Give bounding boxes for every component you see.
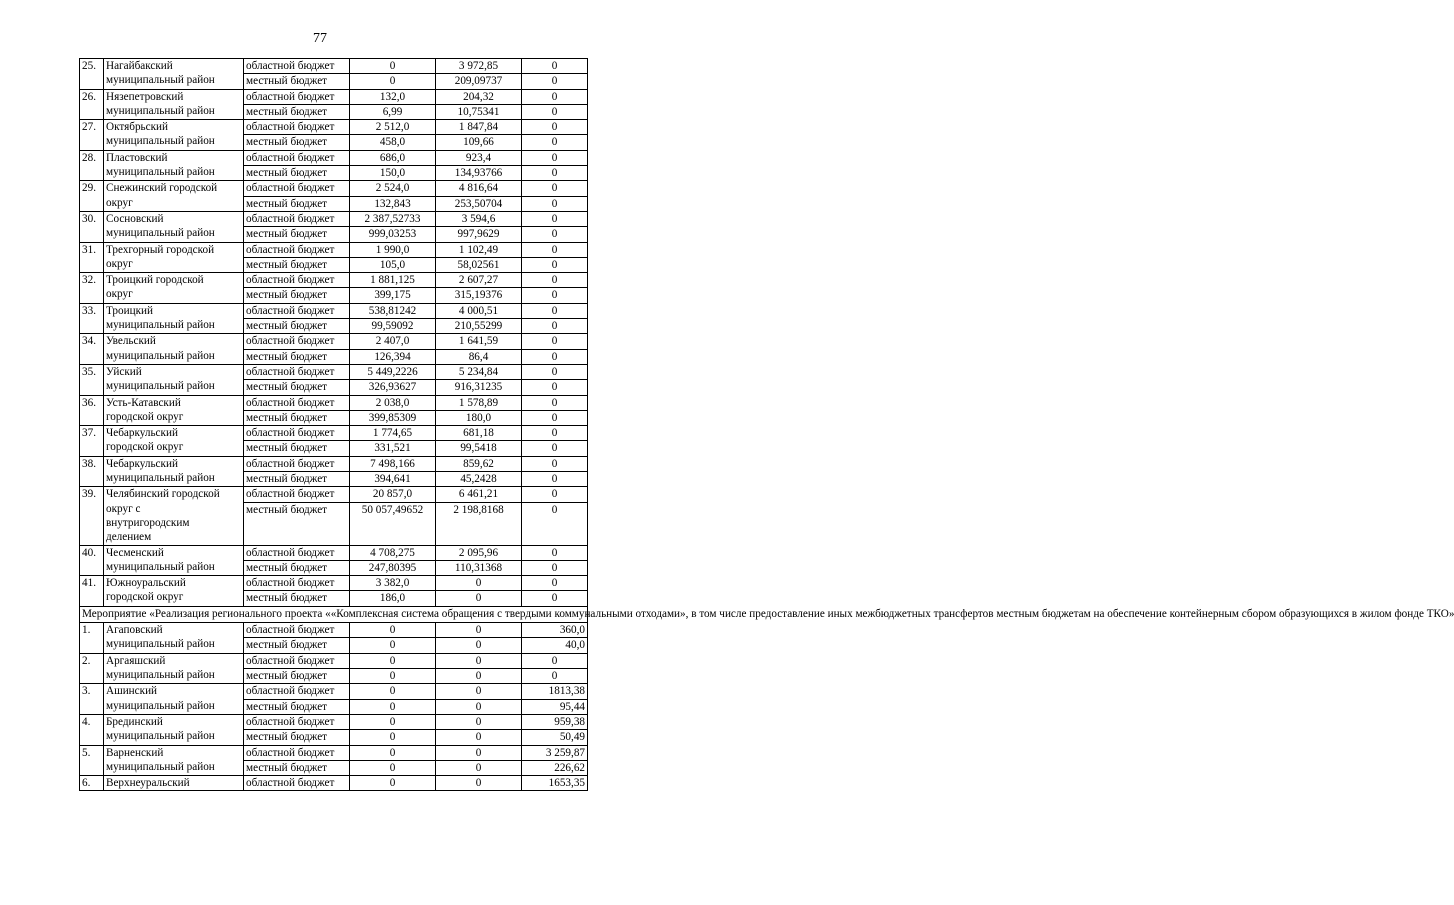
budget-source: местный бюджет (244, 591, 350, 606)
municipality-name: Октябрьский муниципальный район (104, 120, 244, 151)
value-cell: 2 524,0 (350, 181, 436, 196)
value-cell: 0 (522, 456, 588, 471)
value-cell: 0 (436, 623, 522, 638)
row-number: 37. (80, 426, 104, 457)
budget-source: областной бюджет (244, 273, 350, 288)
value-cell: 1 847,84 (436, 120, 522, 135)
table-row (80, 623, 588, 638)
value-cell: 99,59092 (350, 319, 436, 334)
row-number: 28. (80, 150, 104, 181)
budget-source: областной бюджет (244, 714, 350, 729)
value-cell: 132,843 (350, 196, 436, 211)
value-cell: 0 (522, 227, 588, 242)
value-cell: 1 774,65 (350, 426, 436, 441)
value-cell: 209,09737 (436, 74, 522, 89)
value-cell: 0 (522, 380, 588, 395)
municipality-name: Ашинский муниципальный район (104, 684, 244, 715)
value-cell: 0 (522, 74, 588, 89)
budget-source: местный бюджет (244, 699, 350, 714)
municipality-name: Нязепетровский муниципальный район (104, 89, 244, 120)
budget-source: местный бюджет (244, 760, 350, 775)
value-cell: 1653,35 (522, 776, 588, 791)
row-number: 36. (80, 395, 104, 426)
budget-source: местный бюджет (244, 410, 350, 425)
value-cell: 0 (350, 638, 436, 653)
value-cell: 0 (522, 196, 588, 211)
budget-source: областной бюджет (244, 150, 350, 165)
value-cell: 58,02561 (436, 257, 522, 272)
value-cell: 2 387,52733 (350, 211, 436, 226)
municipality-name: Сосновский муниципальный район (104, 211, 244, 242)
value-cell: 1 990,0 (350, 242, 436, 257)
table-row (80, 684, 588, 699)
value-cell: 186,0 (350, 591, 436, 606)
table-body-municipalities (80, 59, 588, 487)
budget-source: местный бюджет (244, 227, 350, 242)
budget-source: областной бюджет (244, 334, 350, 349)
value-cell: 686,0 (350, 150, 436, 165)
value-cell: 0 (522, 364, 588, 379)
value-cell: 6 461,21 (436, 487, 522, 502)
value-cell: 2 512,0 (350, 120, 436, 135)
row-number: 34. (80, 334, 104, 365)
municipality-name: Агаповский муниципальный район (104, 623, 244, 654)
value-cell: 4 708,275 (350, 545, 436, 560)
budget-source: местный бюджет (244, 349, 350, 364)
value-cell: 50,49 (522, 730, 588, 745)
value-cell: 50 057,49652 (350, 502, 436, 545)
value-cell: 0 (436, 699, 522, 714)
value-cell: 134,93766 (436, 166, 522, 181)
budget-source: местный бюджет (244, 135, 350, 150)
value-cell: 0 (522, 303, 588, 318)
value-cell: 0 (350, 623, 436, 638)
value-cell: 109,66 (436, 135, 522, 150)
municipality-name: Чебаркульский городской округ (104, 426, 244, 457)
value-cell: 394,641 (350, 472, 436, 487)
budget-source: областной бюджет (244, 684, 350, 699)
value-cell: 0 (522, 410, 588, 425)
value-cell: 150,0 (350, 166, 436, 181)
value-cell: 0 (522, 560, 588, 575)
value-cell: 0 (522, 273, 588, 288)
table-row (80, 89, 588, 104)
budget-source: местный бюджет (244, 502, 350, 545)
budget-source: областной бюджет (244, 211, 350, 226)
municipality-name: Челябинский городской округ с внутригородским делением (104, 487, 244, 545)
budget-source: местный бюджет (244, 730, 350, 745)
value-cell: 0 (522, 487, 588, 502)
table-row (80, 273, 588, 288)
value-cell: 360,0 (522, 623, 588, 638)
budget-source: местный бюджет (244, 104, 350, 119)
row-number: 2. (80, 653, 104, 684)
value-cell: 0 (350, 684, 436, 699)
budget-source: областной бюджет (244, 395, 350, 410)
value-cell: 0 (350, 669, 436, 684)
value-cell: 2 095,96 (436, 545, 522, 560)
value-cell: 0 (522, 166, 588, 181)
table-row (80, 242, 588, 257)
row-number: 6. (80, 776, 104, 791)
value-cell: 0 (522, 591, 588, 606)
value-cell: 2 607,27 (436, 273, 522, 288)
value-cell: 7 498,166 (350, 456, 436, 471)
value-cell: 0 (522, 472, 588, 487)
value-cell: 0 (522, 576, 588, 591)
value-cell: 0 (436, 576, 522, 591)
value-cell: 1 102,49 (436, 242, 522, 257)
page-number: 77 (313, 31, 327, 46)
value-cell: 0 (350, 745, 436, 760)
value-cell: 40,0 (522, 638, 588, 653)
budget-source: местный бюджет (244, 257, 350, 272)
value-cell: 10,75341 (436, 104, 522, 119)
value-cell: 0 (350, 74, 436, 89)
value-cell: 226,62 (522, 760, 588, 775)
municipality-name: Усть-Катавский городской округ (104, 395, 244, 426)
value-cell: 3 382,0 (350, 576, 436, 591)
value-cell: 0 (522, 181, 588, 196)
budget-source: местный бюджет (244, 319, 350, 334)
value-cell: 86,4 (436, 349, 522, 364)
value-cell: 45,2428 (436, 472, 522, 487)
row-number: 25. (80, 59, 104, 90)
value-cell: 0 (522, 150, 588, 165)
row-number: 41. (80, 576, 104, 607)
value-cell: 0 (522, 669, 588, 684)
value-cell: 0 (436, 684, 522, 699)
value-cell: 0 (436, 714, 522, 729)
budget-source: областной бюджет (244, 545, 350, 560)
value-cell: 99,5418 (436, 441, 522, 456)
row-number: 4. (80, 714, 104, 745)
value-cell: 0 (436, 745, 522, 760)
value-cell: 0 (522, 135, 588, 150)
value-cell: 0 (436, 653, 522, 668)
table-row (80, 181, 588, 196)
value-cell: 0 (350, 699, 436, 714)
table-body-chelyabinsk (80, 487, 588, 545)
value-cell: 247,80395 (350, 560, 436, 575)
value-cell: 681,18 (436, 426, 522, 441)
table-row (80, 150, 588, 165)
budget-source: местный бюджет (244, 441, 350, 456)
value-cell: 1813,38 (522, 684, 588, 699)
value-cell: 2 038,0 (350, 395, 436, 410)
value-cell: 923,4 (436, 150, 522, 165)
value-cell: 0 (350, 730, 436, 745)
table-row (80, 714, 588, 729)
value-cell: 204,32 (436, 89, 522, 104)
value-cell: 0 (522, 89, 588, 104)
value-cell: 0 (350, 714, 436, 729)
municipality-name: Нагайбакский муниципальный район (104, 59, 244, 90)
budget-source: областной бюджет (244, 456, 350, 471)
municipality-name: Троицкий муниципальный район (104, 303, 244, 334)
municipality-name: Аргаяшский муниципальный район (104, 653, 244, 684)
value-cell: 997,9629 (436, 227, 522, 242)
table-row (80, 303, 588, 318)
value-cell: 132,0 (350, 89, 436, 104)
budget-source: областной бюджет (244, 120, 350, 135)
value-cell: 0 (522, 349, 588, 364)
value-cell: 399,175 (350, 288, 436, 303)
value-cell: 3 972,85 (436, 59, 522, 74)
value-cell: 3 259,87 (522, 745, 588, 760)
value-cell: 0 (522, 120, 588, 135)
row-number: 3. (80, 684, 104, 715)
value-cell: 0 (522, 502, 588, 545)
budget-source: областной бюджет (244, 426, 350, 441)
table-row (80, 456, 588, 471)
table-body-section-header (80, 606, 1454, 623)
value-cell: 2 198,8168 (436, 502, 522, 545)
budget-source: областной бюджет (244, 59, 350, 74)
value-cell: 1 881,125 (350, 273, 436, 288)
table-row (80, 576, 588, 591)
table-row (80, 776, 588, 791)
budget-source: областной бюджет (244, 89, 350, 104)
section-row (80, 606, 588, 623)
value-cell: 999,03253 (350, 227, 436, 242)
value-cell: 1 641,59 (436, 334, 522, 349)
budget-table (79, 58, 1454, 791)
table-row (80, 395, 588, 410)
value-cell: 20 857,0 (350, 487, 436, 502)
value-cell: 0 (436, 638, 522, 653)
value-cell: 0 (350, 59, 436, 74)
budget-source: областной бюджет (244, 576, 350, 591)
value-cell: 126,394 (350, 349, 436, 364)
table-row (80, 745, 588, 760)
table-row (80, 334, 588, 349)
municipality-name: Трехгорный городской округ (104, 242, 244, 273)
value-cell: 0 (522, 257, 588, 272)
value-cell: 0 (522, 211, 588, 226)
table-body-last (80, 776, 588, 791)
value-cell: 0 (436, 760, 522, 775)
value-cell: 4 816,64 (436, 181, 522, 196)
municipality-name: Троицкий городской округ (104, 273, 244, 304)
value-cell: 959,38 (522, 714, 588, 729)
value-cell: 180,0 (436, 410, 522, 425)
row-number: 30. (80, 211, 104, 242)
municipality-name: Увельский муниципальный район (104, 334, 244, 365)
row-number: 1. (80, 623, 104, 654)
budget-source: местный бюджет (244, 472, 350, 487)
budget-source: местный бюджет (244, 196, 350, 211)
municipality-name: Чесменский муниципальный район (104, 545, 244, 576)
value-cell: 331,521 (350, 441, 436, 456)
value-cell: 5 449,2226 (350, 364, 436, 379)
row-number: 5. (80, 745, 104, 776)
value-cell: 0 (522, 104, 588, 119)
row-number: 27. (80, 120, 104, 151)
table-row (80, 545, 588, 560)
value-cell: 0 (522, 395, 588, 410)
value-cell: 95,44 (522, 699, 588, 714)
value-cell: 0 (436, 730, 522, 745)
municipality-name: Пластовский муниципальный район (104, 150, 244, 181)
value-cell: 0 (522, 334, 588, 349)
row-number: 26. (80, 89, 104, 120)
value-cell: 3 594,6 (436, 211, 522, 226)
value-cell: 4 000,51 (436, 303, 522, 318)
value-cell: 399,85309 (350, 410, 436, 425)
table-row (80, 364, 588, 379)
budget-source: областной бюджет (244, 653, 350, 668)
budget-source: областной бюджет (244, 623, 350, 638)
municipality-name: Верхнеуральский (104, 776, 244, 791)
value-cell: 0 (522, 288, 588, 303)
table-row (80, 653, 588, 668)
row-number: 38. (80, 456, 104, 487)
budget-source: областной бюджет (244, 242, 350, 257)
value-cell: 0 (350, 653, 436, 668)
budget-source: областной бюджет (244, 364, 350, 379)
budget-source: местный бюджет (244, 669, 350, 684)
value-cell: 0 (436, 669, 522, 684)
budget-source: местный бюджет (244, 638, 350, 653)
row-number: 33. (80, 303, 104, 334)
budget-source: областной бюджет (244, 181, 350, 196)
budget-source: областной бюджет (244, 776, 350, 791)
value-cell: 0 (522, 59, 588, 74)
value-cell: 2 407,0 (350, 334, 436, 349)
row-number: 32. (80, 273, 104, 304)
table-row (80, 59, 588, 74)
budget-source: областной бюджет (244, 487, 350, 502)
value-cell: 0 (436, 591, 522, 606)
budget-source: местный бюджет (244, 74, 350, 89)
value-cell: 0 (522, 653, 588, 668)
table-row (80, 426, 588, 441)
row-number: 35. (80, 364, 104, 395)
value-cell: 0 (350, 760, 436, 775)
row-number: 29. (80, 181, 104, 212)
value-cell: 110,31368 (436, 560, 522, 575)
value-cell: 315,19376 (436, 288, 522, 303)
value-cell: 0 (522, 441, 588, 456)
value-cell: 5 234,84 (436, 364, 522, 379)
value-cell: 1 578,89 (436, 395, 522, 410)
value-cell: 0 (436, 776, 522, 791)
value-cell: 105,0 (350, 257, 436, 272)
budget-source: местный бюджет (244, 560, 350, 575)
value-cell: 0 (522, 426, 588, 441)
value-cell: 859,62 (436, 456, 522, 471)
value-cell: 538,81242 (350, 303, 436, 318)
budget-source: областной бюджет (244, 303, 350, 318)
municipality-name: Чебаркульский муниципальный район (104, 456, 244, 487)
municipality-name: Брединский муниципальный район (104, 714, 244, 745)
table-row (80, 487, 588, 502)
value-cell: 326,93627 (350, 380, 436, 395)
value-cell: 0 (522, 242, 588, 257)
budget-source: местный бюджет (244, 288, 350, 303)
section-title: Мероприятие «Реализация регионального проекта ««Комплексная система обращения с твердыми коммунальными отходами», в том числе предоставление иных межбюджетных трансфертов местным бюджетам на обеспечение контейнерным сбором образующихся в жилом фонде ТКО» (80, 606, 588, 623)
row-number: 31. (80, 242, 104, 273)
municipality-name: Уйский муниципальный район (104, 364, 244, 395)
table-body-municipalities-end (80, 545, 588, 606)
value-cell: 458,0 (350, 135, 436, 150)
table-row (80, 120, 588, 135)
budget-source: местный бюджет (244, 166, 350, 181)
value-cell: 916,31235 (436, 380, 522, 395)
table-body-tko (80, 623, 588, 776)
table-row (80, 211, 588, 226)
budget-source: местный бюджет (244, 380, 350, 395)
value-cell: 253,50704 (436, 196, 522, 211)
budget-source: областной бюджет (244, 745, 350, 760)
value-cell: 0 (350, 776, 436, 791)
municipality-name: Снежинский городской округ (104, 181, 244, 212)
value-cell: 0 (522, 319, 588, 334)
value-cell: 210,55299 (436, 319, 522, 334)
municipality-name: Южноуральский городской округ (104, 576, 244, 607)
value-cell: 6,99 (350, 104, 436, 119)
row-number: 39. (80, 487, 104, 545)
row-number: 40. (80, 545, 104, 576)
value-cell: 0 (522, 545, 588, 560)
municipality-name: Варненский муниципальный район (104, 745, 244, 776)
